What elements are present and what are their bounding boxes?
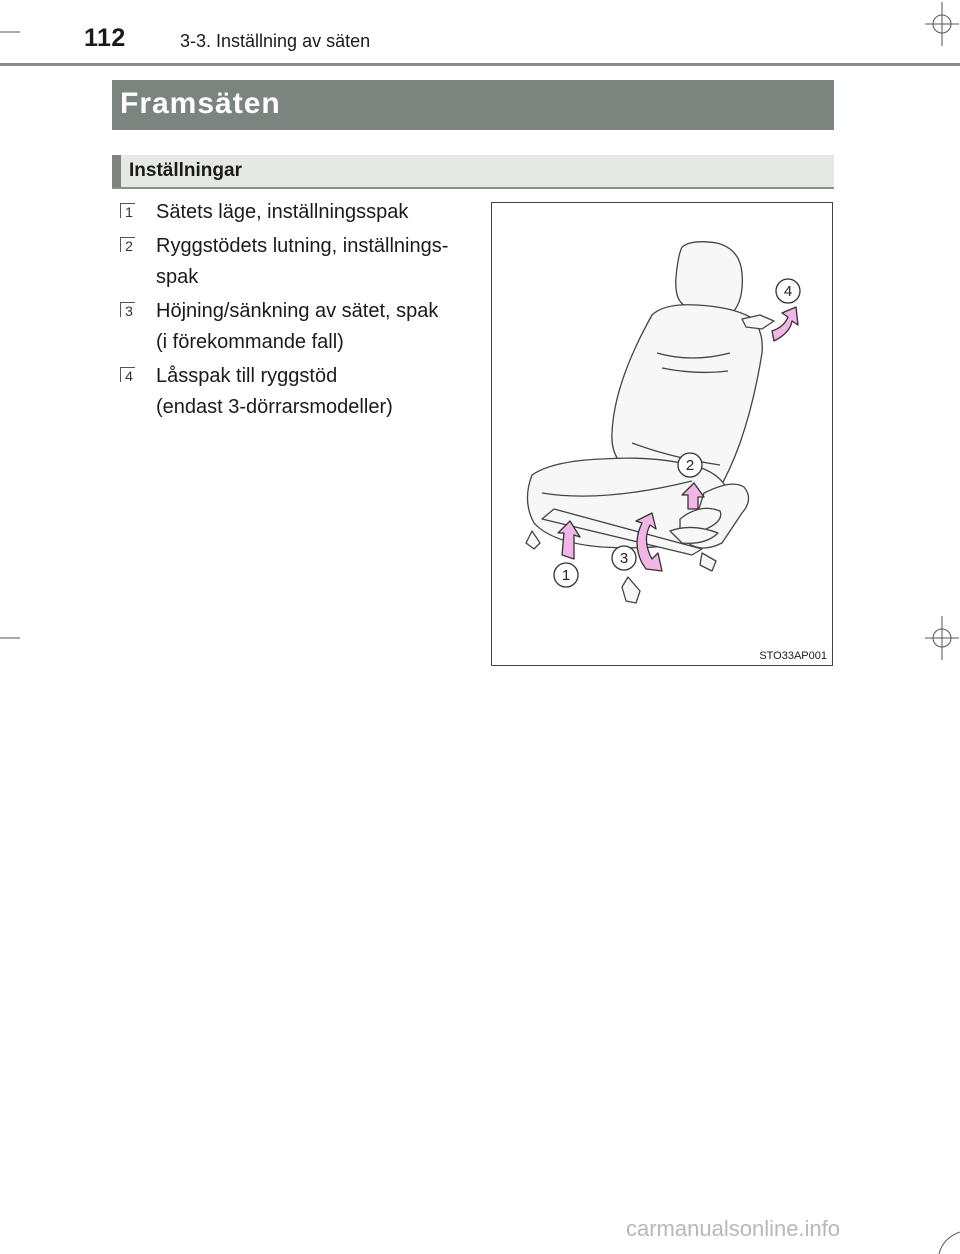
item-line: Ryggstödets lutning, inställnings- — [156, 235, 449, 257]
page-number: 112 — [84, 24, 126, 52]
item-line: (i förekommande fall) — [156, 331, 344, 353]
item-line: Höjning/sänkning av sätet, spak — [156, 300, 439, 322]
item-line: Sätets läge, inställningsspak — [156, 201, 409, 223]
main-heading: Framsäten — [112, 80, 834, 130]
settings-list — [120, 197, 480, 426]
crop-mark-mid-left-icon — [0, 630, 20, 650]
item-number: 1 — [120, 203, 138, 221]
arrow-4-icon — [772, 307, 798, 341]
item-line: Låsspak till ryggstöd — [156, 365, 338, 387]
list-item — [120, 361, 480, 423]
item-number: 3 — [120, 302, 138, 320]
item-line: spak — [156, 266, 199, 288]
list-item — [120, 296, 480, 358]
list-item — [120, 197, 480, 228]
callout-2-label: 2 — [685, 457, 695, 474]
item-number: 2 — [120, 237, 138, 255]
crop-mark-bottom-right-icon — [935, 1226, 960, 1254]
item-number: 4 — [120, 367, 138, 385]
subheading-bar — [112, 155, 834, 189]
seat-drawing — [492, 203, 832, 665]
seat-illustration — [491, 202, 833, 666]
crop-mark-top-right-icon — [925, 2, 959, 46]
callout-1-label: 1 — [561, 567, 571, 584]
subheading-title: Inställningar — [129, 160, 242, 181]
section-reference: 3-3. Inställning av säten — [180, 31, 371, 51]
item-line: (endast 3-dörrarsmodeller) — [156, 396, 393, 418]
headrest — [676, 242, 743, 311]
header-rule — [0, 63, 960, 66]
subheading-accent — [112, 155, 121, 187]
list-item — [120, 231, 480, 293]
watermark[interactable]: carmanualsonline.info — [626, 1216, 841, 1241]
callout-4-label: 4 — [783, 283, 793, 300]
callout-3-label: 3 — [619, 550, 629, 567]
crop-mark-top-left-icon — [0, 24, 20, 44]
crop-mark-mid-right-icon — [925, 616, 959, 660]
figure-code: STO33AP001 — [759, 650, 827, 662]
